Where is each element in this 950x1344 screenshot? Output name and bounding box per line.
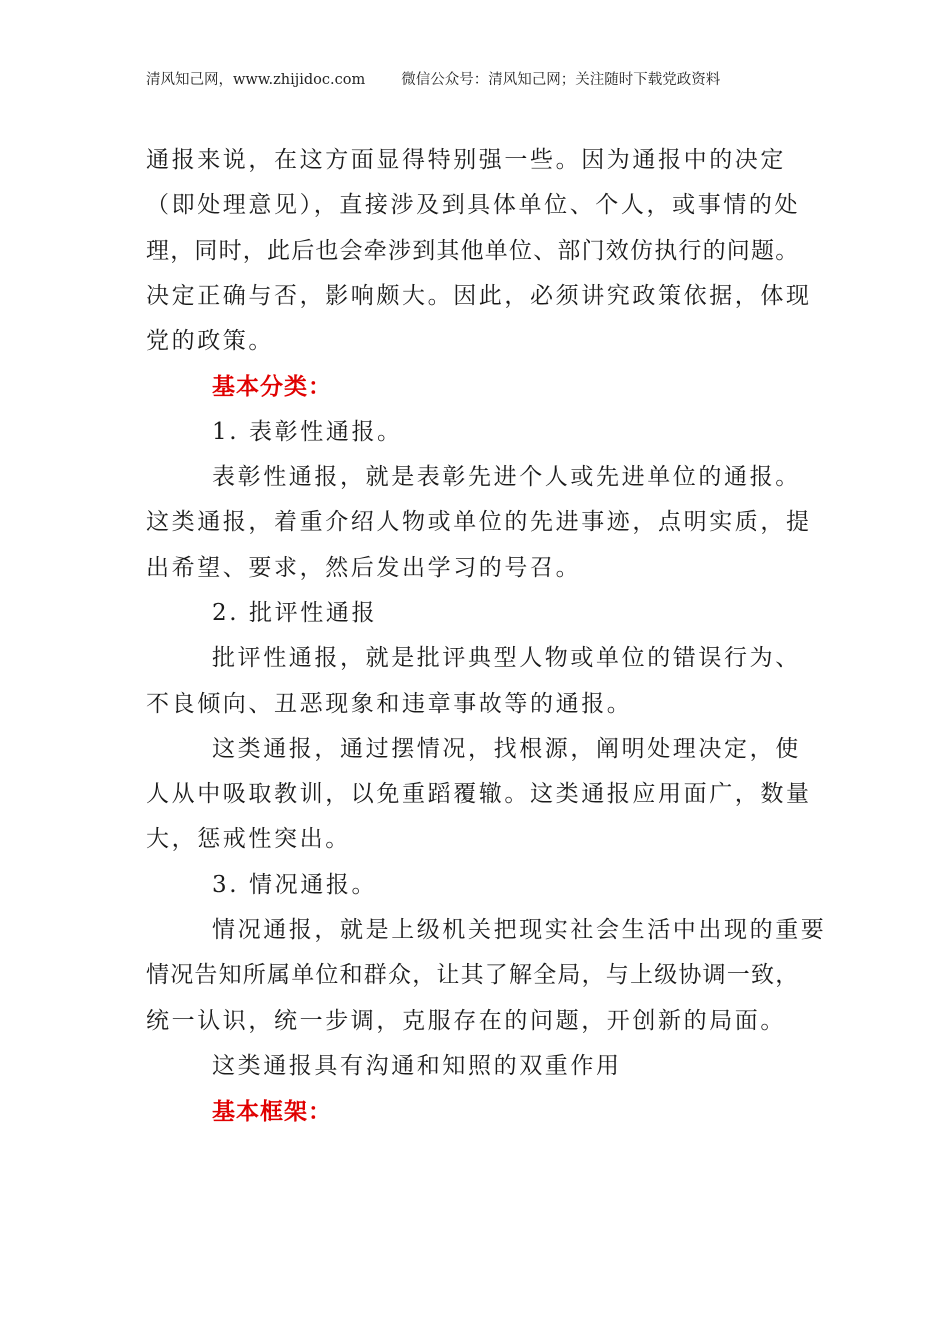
paragraph-line: 理，同时，此后也会牵涉到其他单位、部门效仿执行的问题。 xyxy=(146,237,800,264)
paragraph-line: 统一认识，统一步调，克服存在的问题，开创新的局面。 xyxy=(146,1007,786,1034)
page-header xyxy=(146,68,720,89)
list-item-title: 2. 批评性通报 xyxy=(212,599,378,626)
paragraph-line: 党的政策。 xyxy=(146,328,274,355)
paragraph-line: 情况告知所属单位和群众，让其了解全局，与上级协调一致， xyxy=(146,962,800,989)
paragraph-line: 这类通报，着重介绍人物或单位的先进事迹，点明实质，提 xyxy=(146,509,812,536)
list-item-title: 1. 表彰性通报。 xyxy=(212,418,403,445)
header-wechat: 微信公众号：清风知己网；关注随时下载党政资料 xyxy=(401,72,721,88)
paragraph-line: 出希望、要求，然后发出学习的号召。 xyxy=(146,554,582,581)
paragraph-line: 通报来说，在这方面显得特别强一些。因为通报中的决定 xyxy=(146,147,786,173)
section-heading-classification: 基本分类： xyxy=(212,373,332,401)
paragraph-line: 大，惩戒性突出。 xyxy=(146,826,351,853)
header-site: 清风知己网，www.zhijidoc.com xyxy=(146,72,366,88)
paragraph-line: 决定正确与否，影响颇大。因此，必须讲究政策依据，体现 xyxy=(146,282,812,309)
paragraph-line: 不良倾向、丑恶现象和违章事故等的通报。 xyxy=(146,690,633,717)
paragraph-line: 情况通报，就是上级机关把现实社会生活中出现的重要 xyxy=(212,917,827,944)
paragraph-line: 批评性通报，就是批评典型人物或单位的错误行为、 xyxy=(212,645,801,672)
list-item-title: 3. 情况通报。 xyxy=(212,871,378,898)
paragraph-line: （即处理意见），直接涉及到具体单位、个人，或事情的处 xyxy=(146,192,801,219)
section-heading-framework: 基本框架： xyxy=(212,1098,332,1126)
paragraph-line: 这类通报，通过摆情况，找根源，阐明处理决定，使 xyxy=(212,735,801,762)
document-body xyxy=(146,138,826,1135)
paragraph-line: 人从中吸取教训，以免重蹈覆辙。这类通报应用面广，数量 xyxy=(146,781,812,808)
paragraph-line: 这类通报具有沟通和知照的双重作用 xyxy=(212,1052,622,1079)
paragraph-line: 表彰性通报，就是表彰先进个人或先进单位的通报。 xyxy=(212,464,801,491)
